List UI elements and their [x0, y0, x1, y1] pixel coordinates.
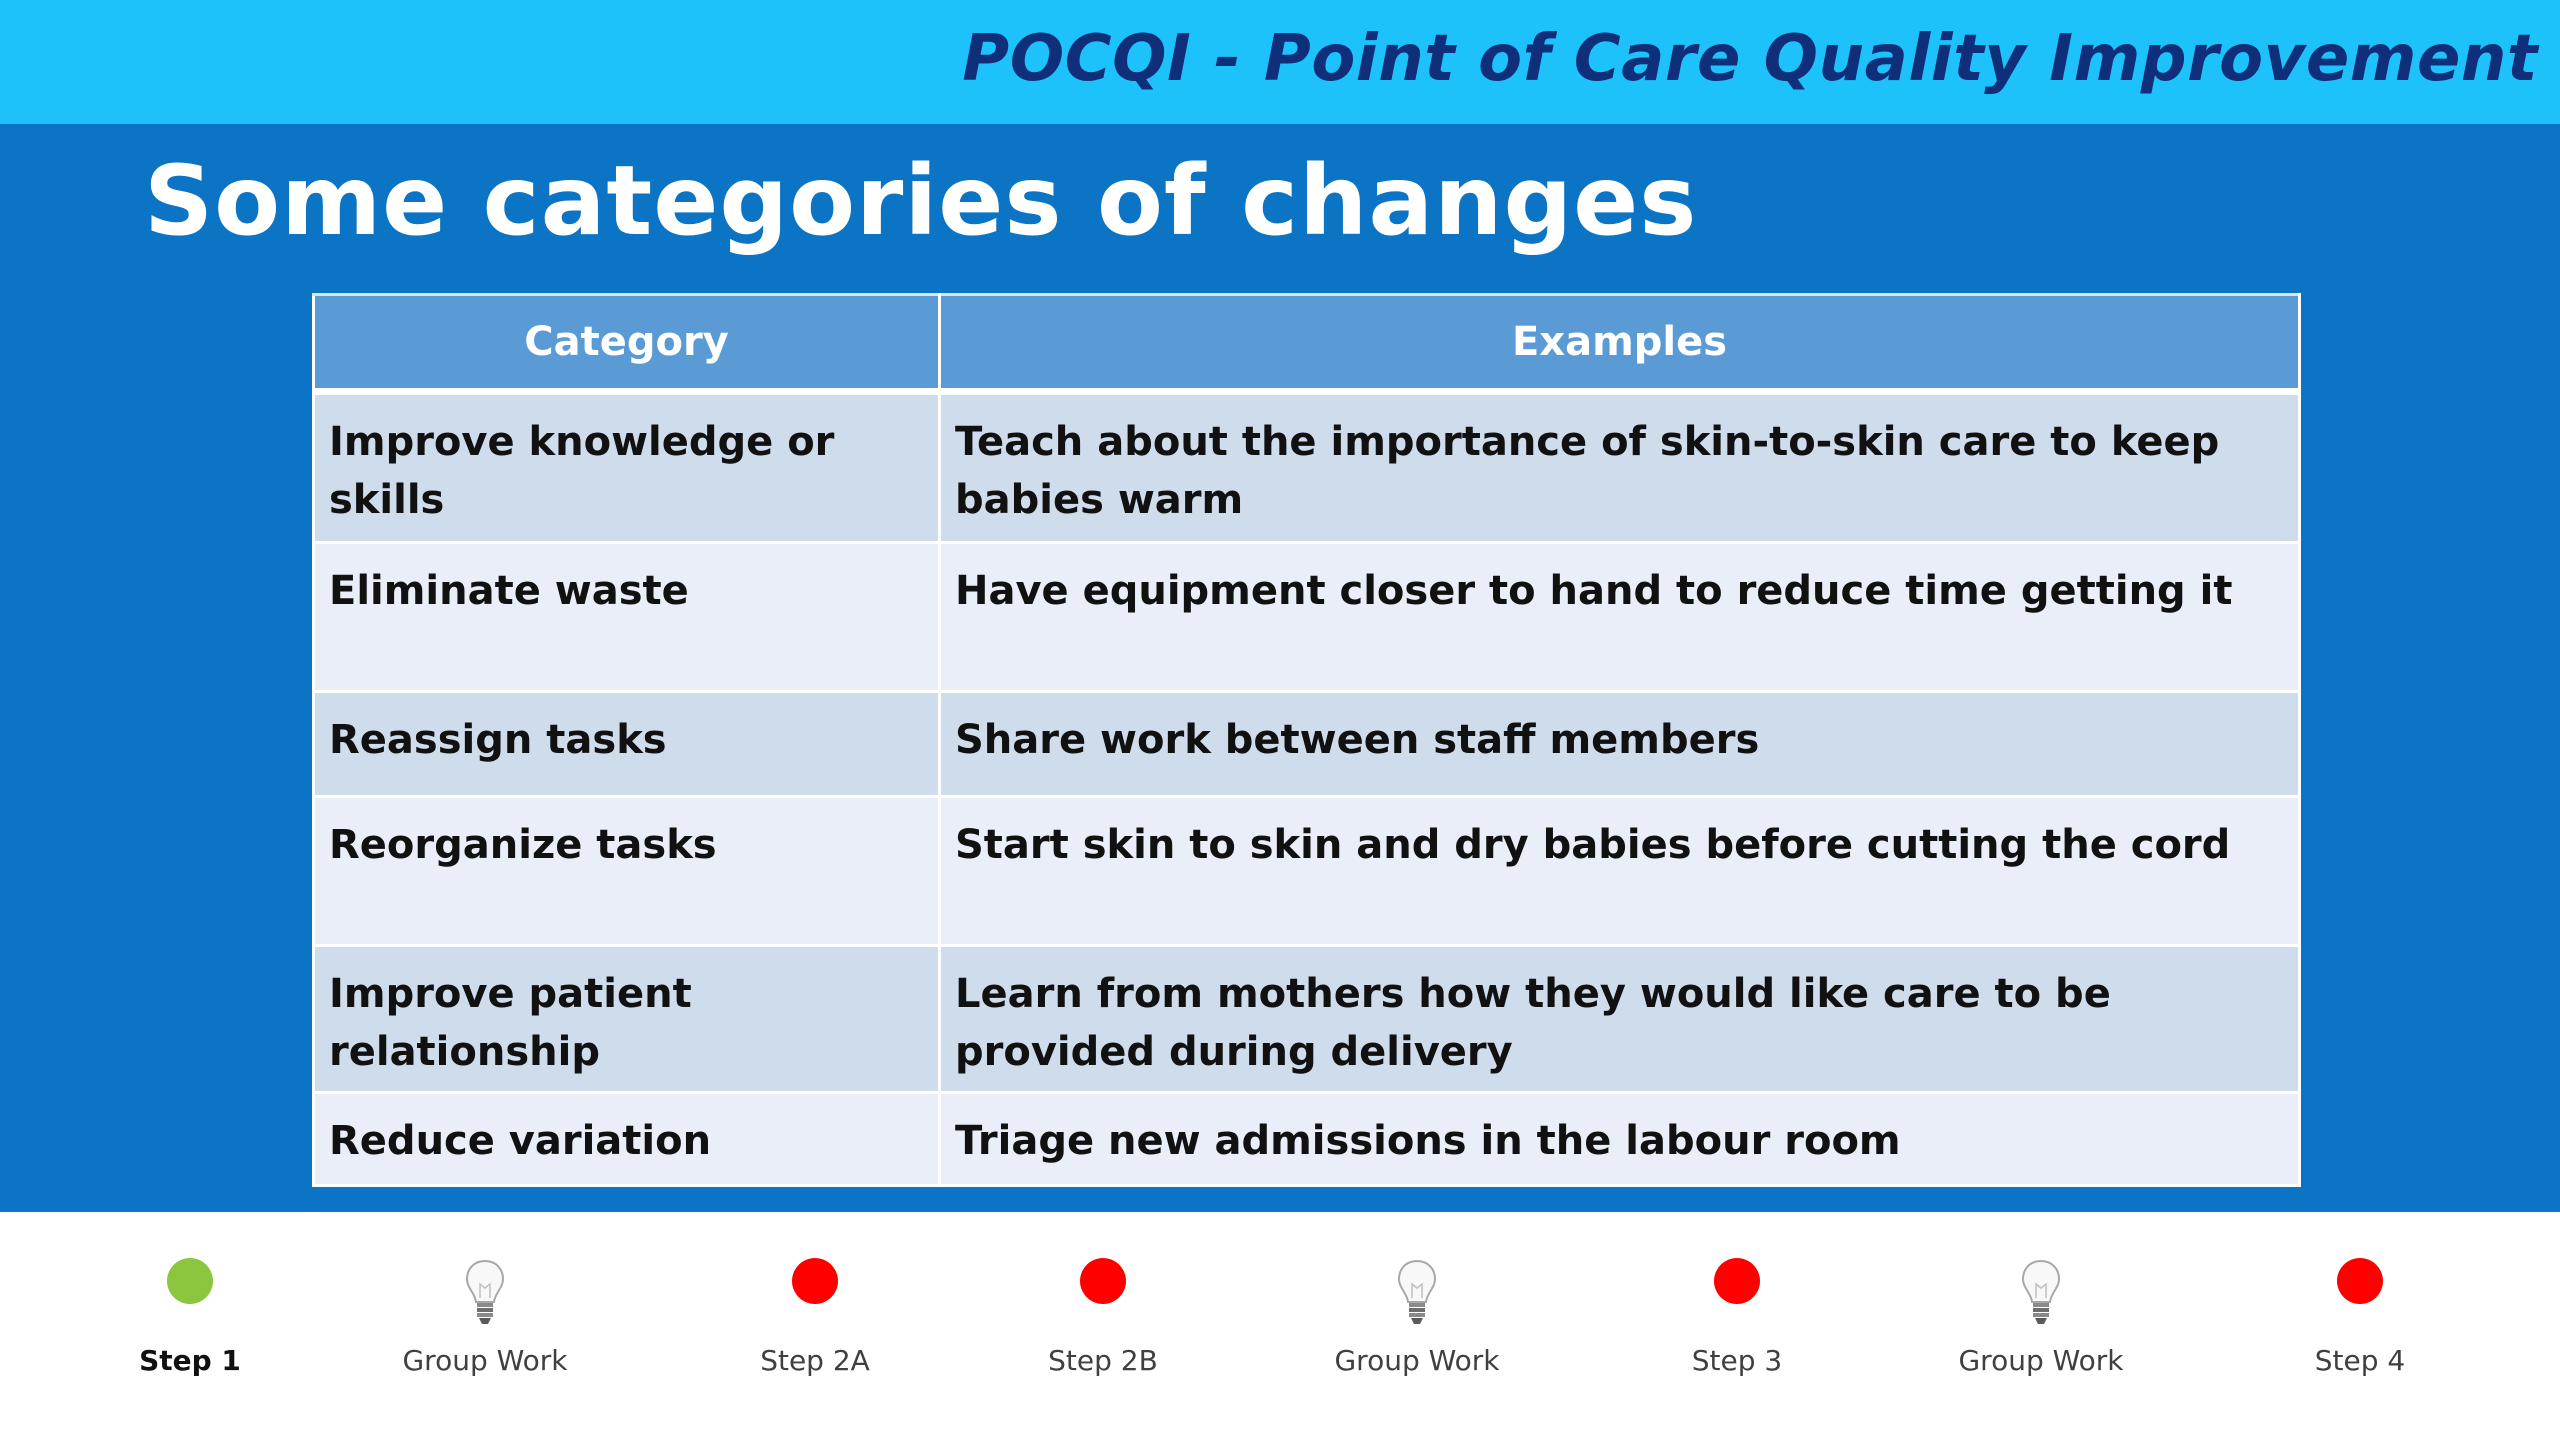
red-dot-icon — [1714, 1258, 1760, 1304]
column-header-examples: Examples — [940, 295, 2300, 392]
red-dot-icon — [792, 1258, 838, 1304]
step-label: Group Work — [1334, 1344, 1500, 1377]
step-3[interactable] — [1617, 1212, 1857, 1440]
slide-title: Some categories of changes — [144, 145, 1698, 257]
red-dot-icon — [2337, 1258, 2383, 1304]
column-header-category: Category — [314, 295, 940, 392]
lightbulb-icon — [2019, 1258, 2063, 1328]
example-cell: Teach about the importance of skin-to-skin care to keep babies warm — [940, 392, 2300, 543]
table-row — [314, 1093, 2300, 1186]
step-label: Step 1 — [139, 1344, 241, 1377]
category-cell: Improve patient relationship — [314, 946, 940, 1093]
step-4[interactable] — [2240, 1212, 2480, 1440]
table-row — [314, 543, 2300, 692]
step-label: Step 2A — [760, 1344, 870, 1377]
example-cell: Have equipment closer to hand to reduce time getting it — [940, 543, 2300, 692]
example-cell: Start skin to skin and dry babies before cutting the cord — [940, 797, 2300, 946]
table-row — [314, 946, 2300, 1093]
table-row — [314, 692, 2300, 797]
green-dot-icon — [167, 1258, 213, 1304]
step-label: Step 2B — [1048, 1344, 1158, 1377]
category-cell: Eliminate waste — [314, 543, 940, 692]
red-dot-icon — [1080, 1258, 1126, 1304]
lightbulb-icon — [1395, 1258, 1439, 1328]
step-label: Step 4 — [2314, 1344, 2406, 1377]
example-cell: Learn from mothers how they would like care to be provided during delivery — [940, 946, 2300, 1093]
category-cell: Improve knowledge or skills — [314, 392, 940, 543]
group-work-1[interactable] — [365, 1212, 605, 1440]
step-label: Group Work — [1958, 1344, 2124, 1377]
group-work-2[interactable] — [1297, 1212, 1537, 1440]
step-label: Group Work — [402, 1344, 568, 1377]
categories-table — [312, 293, 2301, 1187]
group-work-3[interactable] — [1921, 1212, 2161, 1440]
category-cell: Reassign tasks — [314, 692, 940, 797]
step-2a[interactable] — [695, 1212, 935, 1440]
category-cell: Reorganize tasks — [314, 797, 940, 946]
step-1[interactable] — [70, 1212, 310, 1440]
lightbulb-icon — [463, 1258, 507, 1328]
category-cell: Reduce variation — [314, 1093, 940, 1186]
table-header-row — [314, 295, 2300, 392]
example-cell: Share work between staff members — [940, 692, 2300, 797]
step-label: Step 3 — [1691, 1344, 1783, 1377]
top-banner — [0, 0, 2560, 124]
table-row — [314, 392, 2300, 543]
example-cell: Triage new admissions in the labour room — [940, 1093, 2300, 1186]
table-row — [314, 797, 2300, 946]
step-2b[interactable] — [983, 1212, 1223, 1440]
banner-title: POCQI - Point of Care Quality Improvement — [962, 22, 2538, 96]
step-navigation-bar — [0, 1212, 2560, 1440]
